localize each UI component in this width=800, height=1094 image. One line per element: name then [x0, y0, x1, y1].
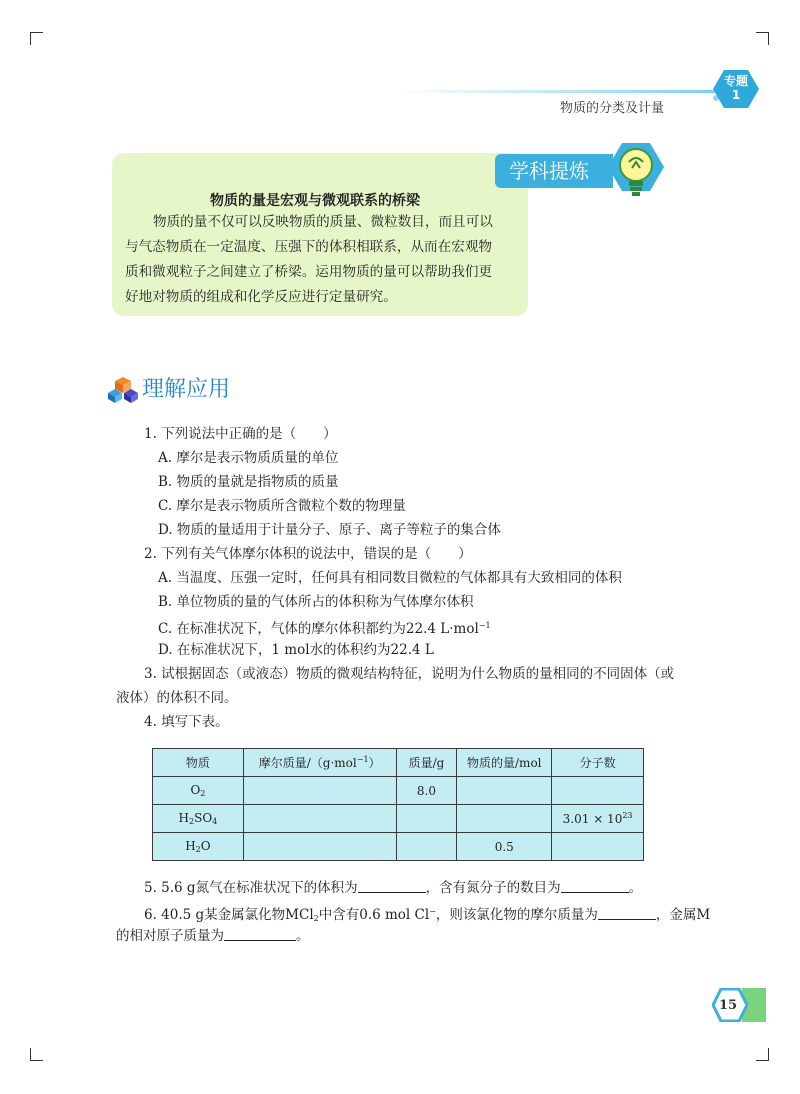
- section-title: 理解应用: [142, 377, 231, 402]
- superscript: 23: [622, 811, 633, 820]
- table-header: [243, 749, 396, 777]
- question-text: ，则该氯化物的摩尔质量为: [435, 907, 598, 923]
- subscript: 4: [212, 817, 218, 826]
- header-text: ）: [368, 756, 381, 770]
- question-2-stem: 2. 下列有关气体摩尔体积的说法中，错误的是（ ）: [144, 546, 472, 562]
- table-cell: [457, 777, 552, 805]
- question-text: ，金属M: [655, 907, 711, 923]
- question-text: 。: [296, 928, 310, 944]
- table-header-row: [153, 749, 644, 777]
- answer-blank[interactable]: [358, 880, 426, 893]
- answer-blank[interactable]: [598, 907, 656, 920]
- question-text: 的相对原子质量为: [116, 928, 224, 944]
- cell-text: 3.01 × 10: [562, 812, 623, 826]
- table-header: 质量/g: [396, 749, 457, 777]
- subscript: 2: [189, 817, 195, 826]
- table-cell: [153, 805, 244, 833]
- question-1-option: D. 物质的量适用于计量分子、原子、离子等粒子的集合体: [158, 522, 501, 538]
- question-text: 。: [628, 880, 643, 896]
- table-row: [153, 805, 644, 833]
- formula-text: SO: [194, 811, 213, 825]
- table-cell: [153, 777, 244, 805]
- subscript: 2: [195, 845, 201, 854]
- table-cell: [552, 777, 644, 805]
- tip-line: 与气态物质在一定温度、压强下的体积相联系，从而在宏观物: [125, 239, 493, 255]
- tip-body: [125, 210, 521, 310]
- crop-mark-top-left: [30, 32, 43, 45]
- data-table: [152, 748, 644, 861]
- table-cell: [552, 805, 644, 833]
- question-1-option: A. 摩尔是表示物质质量的单位: [158, 450, 339, 466]
- table-cell: 8.0: [396, 777, 457, 805]
- table-cell: [243, 777, 396, 805]
- subscript: 2: [313, 914, 319, 923]
- table-cell: [396, 833, 457, 861]
- chapter-number: 1: [731, 88, 741, 102]
- crop-mark-bottom-left: [30, 1048, 43, 1061]
- table-cell: [153, 833, 244, 861]
- table-row: [153, 833, 644, 861]
- question-6: [144, 903, 710, 928]
- tip-line: 好地对物质的组成和化学反应进行定量研究。: [125, 289, 397, 305]
- tip-line: 物质的量不仅可以反映物质的质量、微粒数目，而且可以: [153, 214, 493, 230]
- header-text: 摩尔质量/（g·mol: [258, 756, 357, 770]
- option-text: C. 在标准状况下，气体的摩尔体积都约为22.4 L·mol: [158, 621, 479, 637]
- table-cell: [457, 805, 552, 833]
- question-6-line2: [116, 927, 310, 945]
- question-5: [144, 879, 642, 897]
- table-cell: 0.5: [457, 833, 552, 861]
- cubes-icon: [108, 376, 138, 404]
- superscript: −1: [478, 621, 491, 630]
- formula-text: H: [185, 839, 196, 853]
- chapter-label: 专题: [723, 74, 748, 88]
- question-1-stem: 1. 下列说法中正确的是（ ）: [144, 426, 337, 442]
- table-cell: [552, 833, 644, 861]
- question-text: 中含有0.6 mol Cl: [318, 907, 430, 923]
- answer-blank[interactable]: [224, 928, 296, 941]
- header-rule: [395, 90, 715, 93]
- superscript: −1: [356, 755, 369, 764]
- tip-line: 质和微观粒子之间建立了桥梁。运用物质的量可以帮助我们更: [125, 264, 493, 280]
- question-2-option: [158, 617, 491, 638]
- question-1-option: B. 物质的量就是指物质的质量: [158, 474, 339, 490]
- table-cell: [243, 833, 396, 861]
- question-4-stem: 4. 填写下表。: [144, 714, 229, 730]
- question-2-option: B. 单位物质的量的气体所占的体积称为气体摩尔体积: [158, 594, 474, 610]
- table-cell: [243, 805, 396, 833]
- chapter-badge: [712, 74, 760, 102]
- question-1-option: C. 摩尔是表示物质所含微粒个数的物理量: [158, 498, 406, 514]
- question-text: 6. 40.5 g某金属氯化物MCl: [144, 907, 314, 923]
- tip-tab-label: 学科提炼: [495, 154, 613, 188]
- formula-text: O: [190, 783, 201, 797]
- formula-text: H: [178, 811, 190, 825]
- table-cell: [396, 805, 457, 833]
- question-2-option: A. 当温度、压强一定时，任何具有相同数目微粒的气体都具有大致相同的体积: [158, 570, 622, 586]
- table-header: 分子数: [552, 749, 644, 777]
- crop-mark-top-right: [756, 32, 769, 45]
- lightbulb-icon: [606, 140, 666, 206]
- superscript: −: [429, 907, 436, 916]
- question-2-option: D. 在标准状况下，1 mol水的体积约为22.4 L: [158, 642, 434, 658]
- question-text: 5. 5.6 g氮气在标准状况下的体积为: [144, 880, 358, 896]
- table-header: 物质的量/mol: [457, 749, 552, 777]
- answer-blank[interactable]: [561, 880, 629, 893]
- page-number: 15: [718, 998, 738, 1013]
- question-text: ，含有氮分子的数目为: [425, 880, 561, 896]
- subscript: 2: [200, 789, 206, 798]
- header-subtitle: 物质的分类及计量: [560, 101, 665, 116]
- table-header: 物质: [153, 749, 244, 777]
- crop-mark-bottom-right: [756, 1048, 769, 1061]
- formula-text: O: [200, 839, 211, 853]
- tip-title: 物质的量是宏观与微观联系的桥梁: [210, 193, 420, 209]
- question-3-line: 液体）的体积不同。: [116, 690, 238, 706]
- table-row: [153, 777, 644, 805]
- question-3-line: 3. 试根据固态（或液态）物质的微观结构特征，说明为什么物质的量相同的不同固体（或: [144, 666, 675, 682]
